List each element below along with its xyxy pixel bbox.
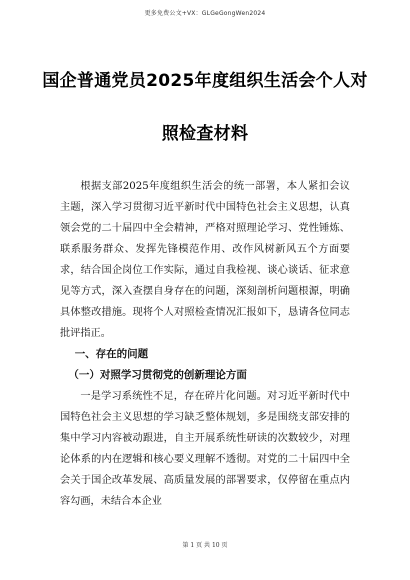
intro-paragraph: 根据支部2025年度组织生活会的统一部署，本人紧扣会议主题，深入学习贯彻习近平新时代中国特色社会主义思想，认真领会党的二十届四中全会精神，严格对照理论学习、党性锤炼、联系服务群众、发挥先锋模范作用、改作风树新风五个方面要求，结合国企岗位工作实际，通过自我检视、谈心谈话、征求意见等方式，深入查摆自身存在的问题，深刻剖析问题根源，明确具体整改措施。现将个人对照检查情况汇报如下，恳请各位同志批评指正。 <box>60 181 350 339</box>
document-title-line-2: 照检查材料 <box>161 124 249 144</box>
document-title-line-1: 国企普通党员2025年度组织生活会个人对 <box>42 71 368 91</box>
page-header: 更多免费公文+VX：GLGeGongWen2024 <box>144 10 266 17</box>
section-heading: 一、存在的问题 <box>74 348 149 360</box>
body-paragraph: 一是学习系统性不足，存在碎片化问题。对习近平新时代中国特色社会主义思想的学习缺乏整体规划，多是围绕支部安排的集中学习内容被动跟进，自主开展系统性研读的次数较少，对理论体系的内在逻辑和核心要义理解不透彻。对党的二十届四中全会关于国企改革发展、高质量发展的部署要求，仅停留在重点内容勾画，未结合本企业 <box>60 391 350 507</box>
page-footer: 第 1 页 共 10 页 <box>182 542 228 549</box>
subsection-heading: （一）对照学习贯彻党的创新理论方面 <box>68 369 247 381</box>
document-body <box>60 176 350 512</box>
